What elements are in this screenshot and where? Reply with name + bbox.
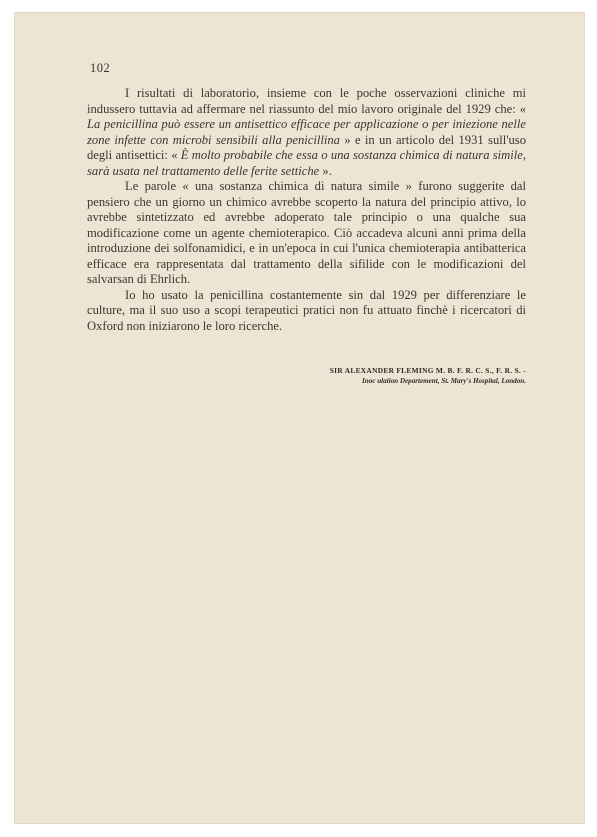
paragraph-3: Io ho usato la penicillina costantemente sin dal 1929 per differenziare le culture, ma il suo uso a scopi terapeutici pratici non fu attuato finchè i ricercatori di Oxford non iniziarono le loro ricerche.: [87, 287, 526, 333]
paragraph-2: Le parole « una sostanza chimica di natura simile » furono suggerite dal pensiero che un giorno un chimico avrebbe scoperto la natura del principio attivo, lo avrebbe sintetizzato ed avrebbe adoperato tale principio o una qualche sua modificazione come un agente chemioterapico. Ciò accadeva alcuni anni prima della introduzione dei solfonamidici, e in un'epoca in cui l'unica chemioterapia antibatterica efficace era rappresentata dal trattamento della sifilide con le modificazioni del salvarsan di Ehrlich.: [87, 179, 526, 286]
p1-text-a: I risultati di laboratorio, insieme con le poche osservazioni cliniche mi indussero tuttavia ad affermare nel riassunto del mio lavoro originale del 1929 che: «: [87, 86, 526, 116]
author-affiliation: Inoc ulation Departement, St. Mary's Hospital, London.: [362, 377, 526, 385]
p1-quote-2: È molto probabile che essa o una sostanza chimica di natura simile, sarà usata nel trattamento delle ferite settiche: [87, 148, 526, 178]
author-name: SIR ALEXANDER FLEMING M. B. F. R. C. S., F. R. S. -: [329, 366, 526, 375]
book-page: [14, 12, 585, 824]
paragraph-1: [87, 86, 526, 179]
p1-text-e: ».: [319, 163, 332, 178]
page-number: 102: [90, 61, 111, 75]
p1-quote-1: La penicillina può essere un antisettico efficace per applicazione o per iniezione nelle zone infette con microbi sensibili alla penicillina: [87, 117, 526, 147]
signature-block: [244, 366, 526, 386]
body-text: [87, 86, 526, 334]
p1-text-c: » e in un articolo del 1931 sull'uso degli antisettici: «: [87, 132, 527, 162]
